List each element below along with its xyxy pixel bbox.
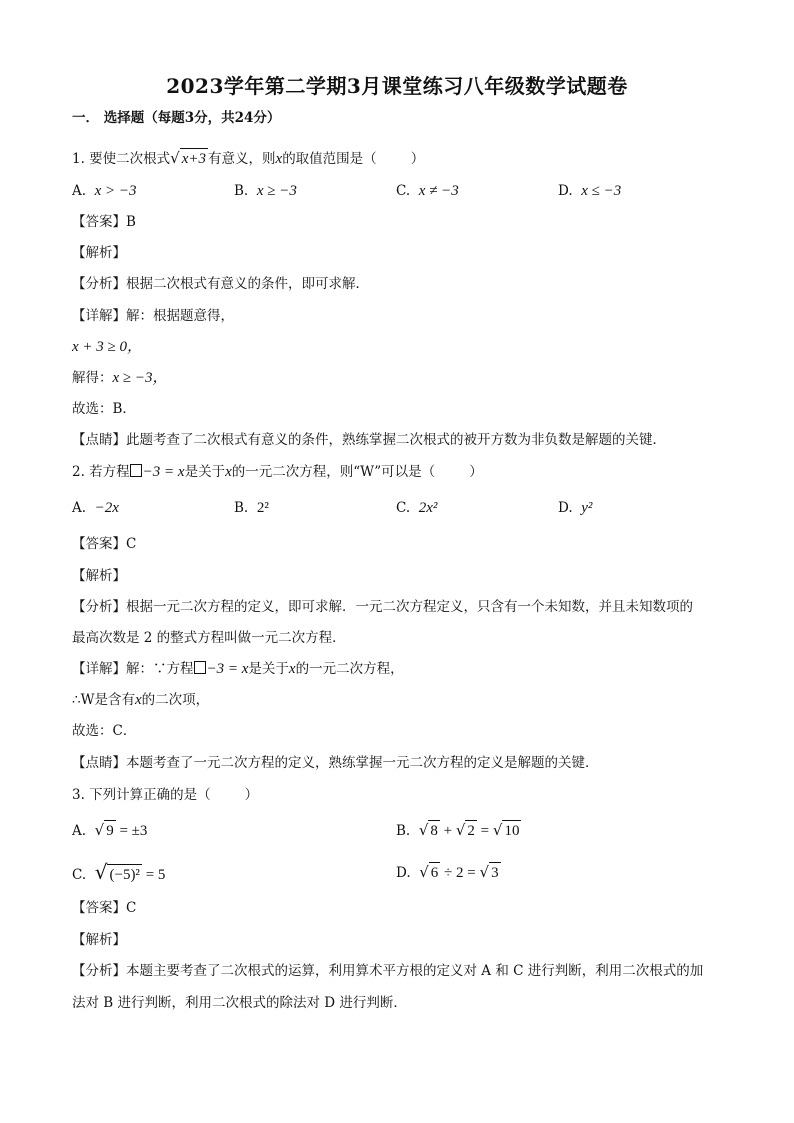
radical-sign-icon: √ <box>419 863 429 881</box>
option-letter: D. <box>558 183 573 199</box>
q3-stem: 3. 下列计算正确的是（ <box>72 787 211 803</box>
q2-step2: 故选：C． <box>72 723 137 739</box>
blank-box-icon <box>130 464 142 477</box>
q2-stem-c: 的一元二次方程，则“W”可以是（ <box>231 464 436 480</box>
q3-b-equals: = <box>476 823 493 839</box>
q3-d-mid: ÷ 2 = <box>440 865 480 881</box>
q2-option-b <box>234 498 269 518</box>
radical-sign-icon: √ <box>479 863 490 881</box>
q1-xiangjie: 【详解】解：根据题意得， <box>72 308 234 324</box>
q1-option-d <box>558 181 621 201</box>
q3-option-c <box>72 862 165 885</box>
section-heading: 一． 选择题（每题3分，共24分） <box>72 110 281 126</box>
q3-answer: 【答案】C <box>72 900 137 916</box>
q2-option-c <box>396 498 437 518</box>
option-letter: C. <box>396 183 411 199</box>
q1-radicand: x+3 <box>180 148 208 169</box>
q3-b-radicand-1: 8 <box>428 820 440 841</box>
q2-dianjing: 【点睛】本题考查了一元二次方程的定义，熟练掌握一元二次方程的定义是解题的关键． <box>72 755 599 771</box>
q1-stem-b: 有意义，则 <box>208 151 276 167</box>
q3-d-radicand-1: 6 <box>429 862 441 883</box>
q1-option-b <box>234 181 297 201</box>
option-text: 2² <box>256 500 269 516</box>
q2-option-d <box>558 498 592 518</box>
q2-xiangjie-a: 【详解】解：∵方程 <box>72 661 194 677</box>
q3-option-d <box>396 862 501 883</box>
option-letter: B. <box>396 823 411 839</box>
q1-jiexi: 【解析】 <box>72 245 126 261</box>
q2-stem-b: 是关于 <box>184 464 226 480</box>
q2-xiangjie-b: 是关于 <box>248 661 289 677</box>
q3-option-b <box>396 820 521 841</box>
option-text: x ≤ −3 <box>581 183 622 199</box>
q2-jiexi: 【解析】 <box>72 568 126 584</box>
q2-answer: 【答案】C <box>72 536 137 552</box>
q2-option-a <box>72 498 119 518</box>
option-text: x > −3 <box>94 183 137 199</box>
option-letter: D. <box>396 865 411 881</box>
q3-fenxi-line2: 法对 B 进行判断，利用二次根式的除法对 D 进行判断． <box>72 995 407 1011</box>
q1-stem-a: 1. 要使二次根式 <box>72 151 171 167</box>
radical-sign-icon: √ <box>492 821 503 839</box>
q2-step1-var: x <box>134 692 142 708</box>
q3-stem-end: ） <box>244 787 259 803</box>
question-3-stem <box>72 785 258 805</box>
q1-option-a <box>72 181 137 201</box>
radical-sign-icon: √ <box>455 821 466 839</box>
q1-answer: 【答案】B <box>72 214 136 230</box>
blank-box-icon <box>194 661 206 674</box>
sqrt-expression <box>170 148 208 169</box>
q1-step2-math: x ≥ −3， <box>112 370 168 386</box>
q3-b-radicand-2: 2 <box>465 820 477 841</box>
q1-step2-label: 解得： <box>72 370 113 386</box>
q2-xiangjie-c: 的一元二次方程， <box>295 661 404 677</box>
q2-fenxi-line2: 最高次数是 2 的整式方程叫做一元二次方程． <box>72 630 346 646</box>
q3-fenxi-line1: 【分析】本题主要考查了二次根式的运算，利用算术平方根的定义对 A 和 C 进行判断，利用二次根式的加 <box>72 963 704 979</box>
option-text: −2x <box>94 500 119 516</box>
q3-c-rest: = 5 <box>141 867 166 883</box>
q1-fenxi: 【分析】根据二次根式有意义的条件，即可求解． <box>72 276 369 292</box>
radical-sign-icon: √ <box>94 821 105 839</box>
page-title: 2023学年第二学期3月课堂练习八年级数学试题卷 <box>166 74 628 98</box>
q1-option-c <box>396 181 459 201</box>
option-letter: B. <box>234 183 249 199</box>
q3-b-plus: + <box>439 823 456 839</box>
q2-stem-d: ） <box>469 464 483 480</box>
q1-stem-c: 的取值范围是（ <box>282 151 377 167</box>
option-text: 2x² <box>418 500 438 516</box>
q2-xiangjie <box>72 659 404 679</box>
q3-option-a <box>72 820 147 841</box>
radical-sign-icon: √ <box>94 860 108 884</box>
q2-step1-b: 的二次项， <box>141 692 210 708</box>
q2-xiangjie-eq: −3 = x <box>206 661 249 677</box>
q3-c-radicand: (−5)² <box>107 864 141 885</box>
radical-sign-icon: √ <box>418 821 429 839</box>
q3-jiexi: 【解析】 <box>72 932 126 948</box>
q3-a-radicand: 9 <box>104 820 116 841</box>
option-letter: C. <box>72 867 87 883</box>
q2-fenxi-line1: 【分析】根据一元二次方程的定义，即可求解．一元二次方程定义，只含有一个未知数，并且未知数项的 <box>72 599 693 615</box>
q1-step1: x + 3 ≥ 0， <box>72 339 143 355</box>
option-letter: D. <box>558 500 573 516</box>
q2-var: x <box>225 464 232 480</box>
option-letter: A. <box>72 500 87 516</box>
q3-d-radicand-2: 3 <box>489 862 501 883</box>
q1-stem-d: ） <box>410 151 425 167</box>
q1-var: x <box>275 151 283 167</box>
option-letter: C. <box>396 500 411 516</box>
q1-dianjing: 【点睛】此题考查了二次根式有意义的条件，熟练掌握二次根式的被开方数为非负数是解题的关键． <box>72 432 666 448</box>
q3-a-rest: = ±3 <box>115 823 148 839</box>
option-text: x ≥ −3 <box>256 183 297 199</box>
question-2-stem <box>72 462 483 482</box>
q2-equation: −3 = x <box>142 464 185 480</box>
q1-step2 <box>72 368 168 388</box>
option-letter: A. <box>72 823 87 839</box>
q2-xiangjie-var: x <box>288 661 296 677</box>
question-1-stem <box>72 148 424 169</box>
q2-stem-a: 2. 若方程 <box>72 464 130 480</box>
option-letter: B. <box>234 500 249 516</box>
option-text: y² <box>581 500 593 516</box>
option-text: x ≠ −3 <box>418 183 459 199</box>
q3-b-radicand-3: 10 <box>502 820 521 841</box>
option-letter: A. <box>72 183 87 199</box>
q1-step3: 故选：B． <box>72 401 136 417</box>
q2-step1 <box>72 690 209 710</box>
radical-sign-icon: √ <box>170 149 180 167</box>
q2-step1-a: ∴W是含有 <box>72 692 135 708</box>
